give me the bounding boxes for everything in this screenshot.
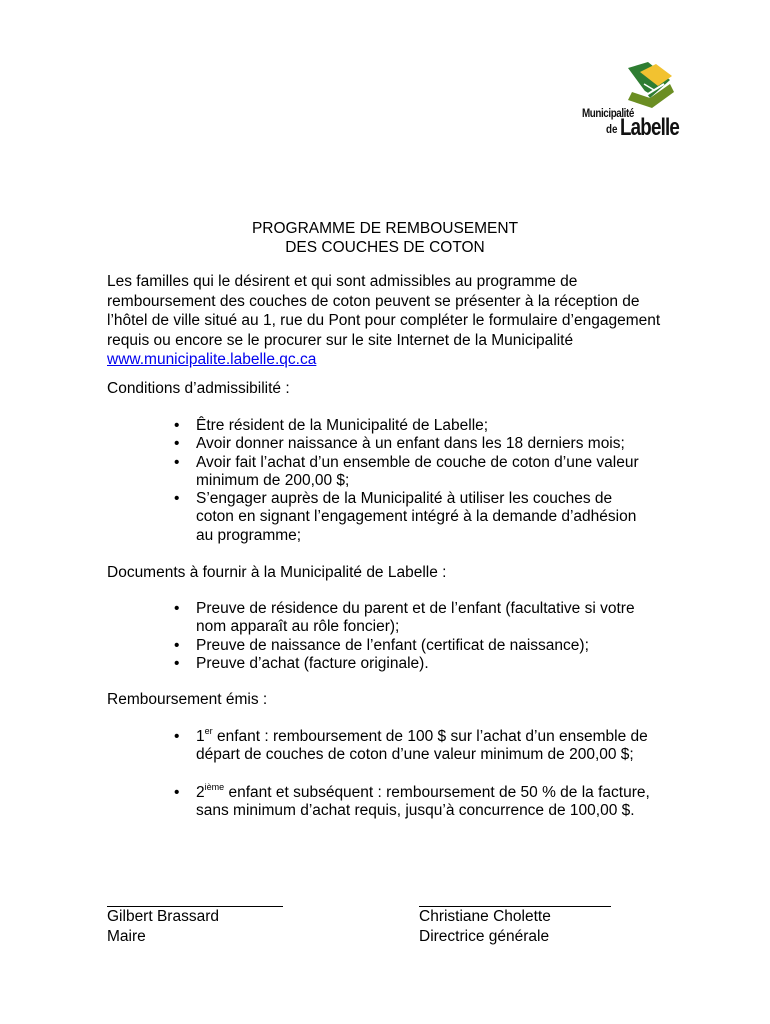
- ordinal-suffix: ième: [204, 781, 225, 792]
- intro-text: Les familles qui le désirent et qui sont admissibles au programme de remboursement des couches de coton peuvent se présenter à la réception de l’hôtel de ville situé au 1, rue du Pont pour compléter le formulaire d’engagement requis ou encore se le procurer sur le site Internet de la Municipalité: [107, 273, 661, 349]
- title-line-2: DES COUCHES DE COTON: [285, 239, 485, 256]
- list-item: • Être résident de la Municipalité de Labelle;: [174, 417, 654, 435]
- list-item-text: enfant : remboursement de 100 $ sur l’achat d’un ensemble de départ de couches de coton d’une valeur minimum de 200,00 $;: [196, 728, 648, 764]
- list-item: • Avoir fait l’achat d’un ensemble de couche de coton d’une valeur minimum de 200,00 $;: [174, 454, 654, 491]
- signatory-role: Directrice générale: [419, 927, 550, 945]
- list-item: • Avoir donner naissance à un enfant dans les 18 derniers mois;: [174, 435, 654, 453]
- municipality-logo: [578, 62, 696, 142]
- documents-heading: Documents à fournir à la Municipalité de Labelle :: [107, 564, 447, 581]
- logo-text-de: de: [606, 122, 618, 136]
- signature-line: [107, 887, 283, 907]
- intro-paragraph: [107, 272, 667, 370]
- signatory-role: Maire: [107, 927, 146, 945]
- list-item: • Preuve de naissance de l’enfant (certificat de naissance);: [174, 637, 654, 655]
- documents-list: [174, 600, 654, 673]
- conditions-list: [174, 417, 654, 545]
- signature-line: [419, 887, 611, 907]
- logo-text-labelle: Labelle: [620, 114, 680, 141]
- reimbursement-heading: Remboursement émis :: [107, 691, 268, 708]
- reimbursement-list: [174, 728, 654, 839]
- website-link[interactable]: www.municipalite.labelle.qc.ca: [107, 351, 317, 369]
- ordinal-number: 2: [196, 783, 205, 801]
- list-item: [174, 781, 654, 821]
- document-title: [0, 219, 770, 257]
- signature-block-director: [419, 887, 611, 946]
- ordinal-number: 1: [196, 728, 205, 745]
- conditions-heading: Conditions d’admissibilité :: [107, 380, 290, 397]
- signatory-name: Gilbert Brassard: [107, 908, 219, 925]
- list-item: • Preuve d’achat (facture originale).: [174, 655, 654, 673]
- signature-block-mayor: [107, 887, 283, 946]
- title-line-1: PROGRAMME DE REMBOUSEMENT: [251, 220, 519, 237]
- list-item: • S’engager auprès de la Municipalité à utiliser les couches de coton en signant l’engagement intégré à la demande d’adhésion au programme;: [174, 490, 654, 545]
- list-item: • Preuve de résidence du parent et de l’enfant (facultative si votre nom apparaît au rôle foncier);: [174, 600, 654, 637]
- ordinal-suffix: er: [204, 726, 213, 736]
- logo-text-municipalite: Municipalité: [582, 106, 634, 120]
- logo-emblem-icon: [578, 62, 696, 112]
- list-item: [174, 728, 654, 765]
- list-item-text: enfant et subséquent : remboursement de 50 % de la facture, sans minimum d’achat requis, jusqu’à concurrence de 100,00 $.: [196, 783, 650, 819]
- signatory-name: Christiane Cholette: [419, 908, 551, 925]
